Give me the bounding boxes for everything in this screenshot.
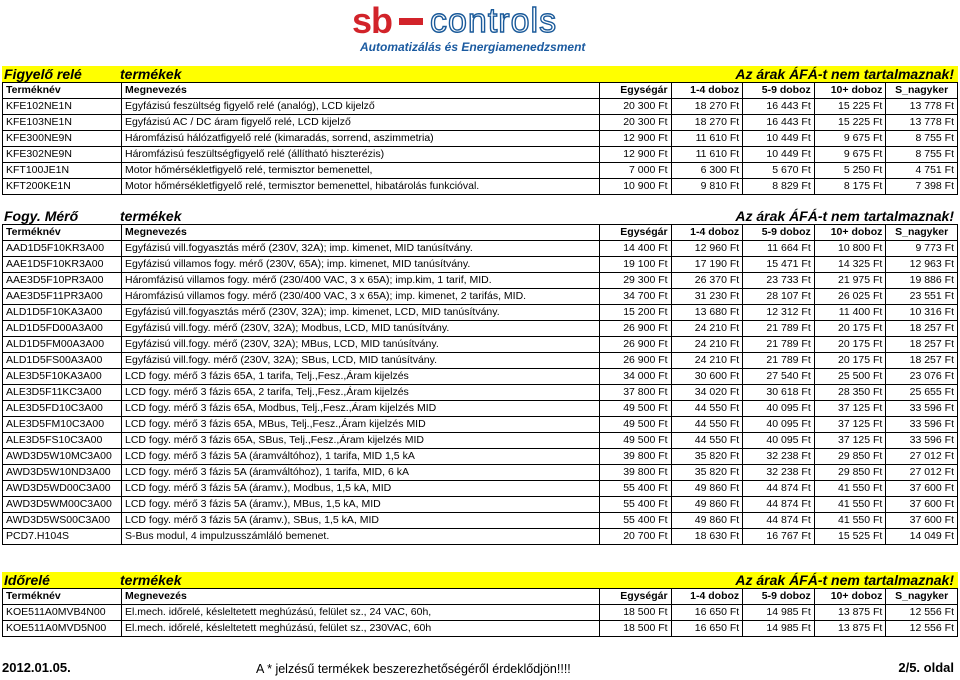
- vat-note: Az árak ÁFÁ-t nem tartalmaznak!: [735, 572, 954, 588]
- wholesale-price-cell: 12 556 Ft: [886, 605, 958, 621]
- product-code-cell: AAE1D5F10KR3A00: [3, 257, 122, 273]
- price-1-4-cell: 11 610 Ft: [671, 131, 743, 147]
- wholesale-price-cell: 23 551 Ft: [886, 289, 958, 305]
- header-price-wholesale: S_nagyker: [886, 589, 958, 605]
- description-cell: Egyfázisú vill.fogyasztás mérő (230V, 32A); imp. kimenet, LCD, MID tanúsítvány.: [121, 305, 599, 321]
- table-row: [3, 433, 958, 449]
- section-title: Figyelő relé: [4, 66, 82, 82]
- description-cell: Motor hőmérsékletfigyelő relé, termisztor bemenettel, hibatárolás funkcióval.: [121, 179, 599, 195]
- table-row: [3, 481, 958, 497]
- vat-note: Az árak ÁFÁ-t nem tartalmaznak!: [735, 208, 954, 224]
- vat-note: Az árak ÁFÁ-t nem tartalmaznak!: [735, 66, 954, 82]
- price-1-4-cell: 18 270 Ft: [671, 115, 743, 131]
- price-10plus-cell: 15 225 Ft: [814, 99, 886, 115]
- description-cell: Egyfázisú vill.fogy. mérő (230V, 32A); MBus, LCD, MID tanúsítvány.: [121, 337, 599, 353]
- price-5-9-cell: 16 443 Ft: [743, 115, 815, 131]
- description-cell: Háromfázisú villamos fogy. mérő (230/400 VAC, 3 x 65A); imp. kimenet, 2 tarifás, MID.: [121, 289, 599, 305]
- unit-price-cell: 12 900 Ft: [599, 147, 671, 163]
- wholesale-price-cell: 33 596 Ft: [886, 417, 958, 433]
- product-code-cell: KOE511A0MVB4N00: [3, 605, 122, 621]
- price-1-4-cell: 9 810 Ft: [671, 179, 743, 195]
- unit-price-cell: 49 500 Ft: [599, 417, 671, 433]
- price-5-9-cell: 10 449 Ft: [743, 147, 815, 163]
- product-code-cell: PCD7.H104S: [3, 529, 122, 545]
- price-5-9-cell: 15 471 Ft: [743, 257, 815, 273]
- logo-controls-text: controls: [430, 2, 558, 40]
- wholesale-price-cell: 18 257 Ft: [886, 353, 958, 369]
- unit-price-cell: 39 800 Ft: [599, 449, 671, 465]
- logo-tagline: Automatizálás és Energiamenedzsment: [360, 40, 586, 54]
- description-cell: El.mech. időrelé, késleltetett meghúzású, felület sz., 24 VAC, 60h,: [121, 605, 599, 621]
- price-5-9-cell: 44 874 Ft: [743, 481, 815, 497]
- price-1-4-cell: 44 550 Ft: [671, 401, 743, 417]
- unit-price-cell: 26 900 Ft: [599, 337, 671, 353]
- price-10plus-cell: 29 850 Ft: [814, 449, 886, 465]
- wholesale-price-cell: 27 012 Ft: [886, 465, 958, 481]
- unit-price-cell: 34 000 Ft: [599, 369, 671, 385]
- table-header-row: [3, 83, 958, 99]
- unit-price-cell: 10 900 Ft: [599, 179, 671, 195]
- header-description: Megnevezés: [121, 225, 599, 241]
- price-1-4-cell: 11 610 Ft: [671, 147, 743, 163]
- table-row: [3, 385, 958, 401]
- description-cell: LCD fogy. mérő 3 fázis 65A, Modbus, Telj.,Fesz.,Áram kijelzés MID: [121, 401, 599, 417]
- table-header-row: [3, 589, 958, 605]
- price-5-9-cell: 12 312 Ft: [743, 305, 815, 321]
- price-1-4-cell: 16 650 Ft: [671, 605, 743, 621]
- price-1-4-cell: 24 210 Ft: [671, 337, 743, 353]
- description-cell: Egyfázisú feszültség figyelő relé (analóg), LCD kijelző: [121, 99, 599, 115]
- price-5-9-cell: 40 095 Ft: [743, 433, 815, 449]
- wholesale-price-cell: 37 600 Ft: [886, 481, 958, 497]
- header-unit-price: Egységár: [599, 225, 671, 241]
- wholesale-price-cell: 13 778 Ft: [886, 115, 958, 131]
- unit-price-cell: 18 500 Ft: [599, 621, 671, 637]
- table-row: [3, 99, 958, 115]
- description-cell: El.mech. időrelé, késleltetett meghúzású, felület sz., 230VAC, 60h: [121, 621, 599, 637]
- price-10plus-cell: 10 800 Ft: [814, 241, 886, 257]
- wholesale-price-cell: 33 596 Ft: [886, 433, 958, 449]
- footer-date: 2012.01.05.: [2, 660, 71, 675]
- price-1-4-cell: 24 210 Ft: [671, 353, 743, 369]
- section-title: Fogy. Mérő: [4, 208, 79, 224]
- table-row: [3, 321, 958, 337]
- price-10plus-cell: 37 125 Ft: [814, 433, 886, 449]
- wholesale-price-cell: 13 778 Ft: [886, 99, 958, 115]
- price-1-4-cell: 18 630 Ft: [671, 529, 743, 545]
- wholesale-price-cell: 18 257 Ft: [886, 337, 958, 353]
- price-10plus-cell: 20 175 Ft: [814, 353, 886, 369]
- price-5-9-cell: 44 874 Ft: [743, 513, 815, 529]
- price-10plus-cell: 11 400 Ft: [814, 305, 886, 321]
- product-code-cell: ALE3D5FS10C3A00: [3, 433, 122, 449]
- product-code-cell: KFE302NE9N: [3, 147, 122, 163]
- unit-price-cell: 15 200 Ft: [599, 305, 671, 321]
- section-header-fogy-mero: [2, 208, 958, 224]
- table-row: [3, 273, 958, 289]
- table-row: [3, 513, 958, 529]
- table-row: [3, 131, 958, 147]
- header-price-1-4: 1-4 doboz: [671, 83, 743, 99]
- table-row: [3, 241, 958, 257]
- table-row: [3, 115, 958, 131]
- wholesale-price-cell: 10 316 Ft: [886, 305, 958, 321]
- price-1-4-cell: 17 190 Ft: [671, 257, 743, 273]
- price-1-4-cell: 49 860 Ft: [671, 481, 743, 497]
- price-5-9-cell: 23 733 Ft: [743, 273, 815, 289]
- header-unit-price: Egységár: [599, 589, 671, 605]
- table-row: [3, 401, 958, 417]
- table-row: [3, 147, 958, 163]
- price-1-4-cell: 44 550 Ft: [671, 417, 743, 433]
- header-description: Megnevezés: [121, 589, 599, 605]
- wholesale-price-cell: 37 600 Ft: [886, 497, 958, 513]
- price-table-fogy-mero: [2, 224, 958, 545]
- product-code-cell: ALD1D5FM00A3A00: [3, 337, 122, 353]
- description-cell: LCD fogy. mérő 3 fázis 5A (áramv.), MBus, 1,5 kA, MID: [121, 497, 599, 513]
- header-price-10plus: 10+ doboz: [814, 83, 886, 99]
- description-cell: LCD fogy. mérő 3 fázis 5A (áramváltóhoz), 1 tarifa, MID, 6 kA: [121, 465, 599, 481]
- page-number: 2/5. oldal: [898, 660, 954, 675]
- price-5-9-cell: 27 540 Ft: [743, 369, 815, 385]
- section-title: Időrelé: [4, 572, 50, 588]
- price-1-4-cell: 6 300 Ft: [671, 163, 743, 179]
- price-1-4-cell: 30 600 Ft: [671, 369, 743, 385]
- table-row: [3, 179, 958, 195]
- description-cell: Háromfázisú hálózatfigyelő relé (kimaradás, sorrend, aszimmetria): [121, 131, 599, 147]
- table-row: [3, 289, 958, 305]
- price-5-9-cell: 14 985 Ft: [743, 605, 815, 621]
- unit-price-cell: 39 800 Ft: [599, 465, 671, 481]
- price-1-4-cell: 35 820 Ft: [671, 465, 743, 481]
- price-10plus-cell: 29 850 Ft: [814, 465, 886, 481]
- price-10plus-cell: 41 550 Ft: [814, 513, 886, 529]
- price-1-4-cell: 13 680 Ft: [671, 305, 743, 321]
- unit-price-cell: 20 700 Ft: [599, 529, 671, 545]
- wholesale-price-cell: 23 076 Ft: [886, 369, 958, 385]
- table-row: [3, 163, 958, 179]
- product-code-cell: KFT100JE1N: [3, 163, 122, 179]
- price-table-figyelo-rele: [2, 82, 958, 195]
- table-header-row: [3, 225, 958, 241]
- unit-price-cell: 19 100 Ft: [599, 257, 671, 273]
- wholesale-price-cell: 25 655 Ft: [886, 385, 958, 401]
- wholesale-price-cell: 18 257 Ft: [886, 321, 958, 337]
- unit-price-cell: 55 400 Ft: [599, 513, 671, 529]
- table-row: [3, 369, 958, 385]
- wholesale-price-cell: 4 751 Ft: [886, 163, 958, 179]
- table-row: [3, 305, 958, 321]
- price-10plus-cell: 37 125 Ft: [814, 401, 886, 417]
- product-code-cell: ALD1D5F10KA3A00: [3, 305, 122, 321]
- price-10plus-cell: 37 125 Ft: [814, 417, 886, 433]
- price-5-9-cell: 16 767 Ft: [743, 529, 815, 545]
- unit-price-cell: 29 300 Ft: [599, 273, 671, 289]
- description-cell: Egyfázisú AC / DC áram figyelő relé, LCD kijelző: [121, 115, 599, 131]
- product-code-cell: ALE3D5F10KA3A00: [3, 369, 122, 385]
- unit-price-cell: 7 000 Ft: [599, 163, 671, 179]
- price-10plus-cell: 41 550 Ft: [814, 497, 886, 513]
- unit-price-cell: 12 900 Ft: [599, 131, 671, 147]
- price-10plus-cell: 21 975 Ft: [814, 273, 886, 289]
- footer-note: A * jelzésű termékek beszerezhetőségéről érdeklődjön!!!!: [256, 662, 571, 676]
- price-5-9-cell: 32 238 Ft: [743, 465, 815, 481]
- description-cell: LCD fogy. mérő 3 fázis 65A, 1 tarifa, Telj.,Fesz.,Áram kijelzés: [121, 369, 599, 385]
- price-1-4-cell: 16 650 Ft: [671, 621, 743, 637]
- description-cell: LCD fogy. mérő 3 fázis 5A (áramv.), SBus, 1,5 kA, MID: [121, 513, 599, 529]
- header-price-5-9: 5-9 doboz: [743, 225, 815, 241]
- price-5-9-cell: 28 107 Ft: [743, 289, 815, 305]
- product-code-cell: KFE103NE1N: [3, 115, 122, 131]
- table-row: [3, 497, 958, 513]
- wholesale-price-cell: 7 398 Ft: [886, 179, 958, 195]
- product-code-cell: ALD1D5FD00A3A00: [3, 321, 122, 337]
- header-product-code: Terméknév: [3, 83, 122, 99]
- price-5-9-cell: 21 789 Ft: [743, 321, 815, 337]
- page-footer: [0, 658, 960, 678]
- description-cell: LCD fogy. mérő 3 fázis 5A (áramv.), Modbus, 1,5 kA, MID: [121, 481, 599, 497]
- wholesale-price-cell: 37 600 Ft: [886, 513, 958, 529]
- product-code-cell: AAE3D5F10PR3A00: [3, 273, 122, 289]
- unit-price-cell: 18 500 Ft: [599, 605, 671, 621]
- product-code-cell: ALE3D5FD10C3A00: [3, 401, 122, 417]
- header-price-10plus: 10+ doboz: [814, 225, 886, 241]
- price-10plus-cell: 28 350 Ft: [814, 385, 886, 401]
- table-row: [3, 449, 958, 465]
- price-1-4-cell: 44 550 Ft: [671, 433, 743, 449]
- price-1-4-cell: 34 020 Ft: [671, 385, 743, 401]
- header-price-wholesale: S_nagyker: [886, 225, 958, 241]
- price-10plus-cell: 25 500 Ft: [814, 369, 886, 385]
- price-5-9-cell: 21 789 Ft: [743, 353, 815, 369]
- unit-price-cell: 55 400 Ft: [599, 481, 671, 497]
- section-header-idorele: [2, 572, 958, 588]
- product-code-cell: KFE300NE9N: [3, 131, 122, 147]
- price-10plus-cell: 20 175 Ft: [814, 337, 886, 353]
- table-row: [3, 621, 958, 637]
- description-cell: LCD fogy. mérő 3 fázis 65A, MBus, Telj.,Fesz.,Áram kijelzés MID: [121, 417, 599, 433]
- logo-wordmark: [352, 0, 652, 41]
- price-10plus-cell: 5 250 Ft: [814, 163, 886, 179]
- table-row: [3, 529, 958, 545]
- table-row: [3, 465, 958, 481]
- logo-dash: [399, 18, 423, 25]
- header-product-code: Terméknév: [3, 589, 122, 605]
- price-5-9-cell: 11 664 Ft: [743, 241, 815, 257]
- price-5-9-cell: 5 670 Ft: [743, 163, 815, 179]
- section-header-figyelo-rele: [2, 66, 958, 82]
- description-cell: S-Bus modul, 4 impulzusszámláló bemenet.: [121, 529, 599, 545]
- header-price-5-9: 5-9 doboz: [743, 83, 815, 99]
- description-cell: Egyfázisú vill.fogy. mérő (230V, 32A); Modbus, LCD, MID tanúsítvány.: [121, 321, 599, 337]
- table-row: [3, 337, 958, 353]
- price-10plus-cell: 8 175 Ft: [814, 179, 886, 195]
- price-1-4-cell: 12 960 Ft: [671, 241, 743, 257]
- wholesale-price-cell: 19 886 Ft: [886, 273, 958, 289]
- price-10plus-cell: 13 875 Ft: [814, 605, 886, 621]
- price-1-4-cell: 49 860 Ft: [671, 513, 743, 529]
- unit-price-cell: 26 900 Ft: [599, 353, 671, 369]
- wholesale-price-cell: 8 755 Ft: [886, 147, 958, 163]
- price-1-4-cell: 49 860 Ft: [671, 497, 743, 513]
- price-10plus-cell: 9 675 Ft: [814, 147, 886, 163]
- product-code-cell: AAD1D5F10KR3A00: [3, 241, 122, 257]
- product-code-cell: KFE102NE1N: [3, 99, 122, 115]
- section-subtitle: termékek: [120, 572, 182, 588]
- unit-price-cell: 55 400 Ft: [599, 497, 671, 513]
- price-10plus-cell: 26 025 Ft: [814, 289, 886, 305]
- price-table-idorele: [2, 588, 958, 637]
- price-1-4-cell: 31 230 Ft: [671, 289, 743, 305]
- wholesale-price-cell: 33 596 Ft: [886, 401, 958, 417]
- price-5-9-cell: 32 238 Ft: [743, 449, 815, 465]
- description-cell: Háromfázisú villamos fogy. mérő (230/400 VAC, 3 x 65A); imp.kim, 1 tarif, MID.: [121, 273, 599, 289]
- product-code-cell: AWD3D5WS00C3A00: [3, 513, 122, 529]
- header-description: Megnevezés: [121, 83, 599, 99]
- header-price-wholesale: S_nagyker: [886, 83, 958, 99]
- price-5-9-cell: 14 985 Ft: [743, 621, 815, 637]
- section-subtitle: termékek: [120, 66, 182, 82]
- table-row: [3, 257, 958, 273]
- unit-price-cell: 26 900 Ft: [599, 321, 671, 337]
- table-row: [3, 417, 958, 433]
- price-5-9-cell: 30 618 Ft: [743, 385, 815, 401]
- unit-price-cell: 20 300 Ft: [599, 115, 671, 131]
- product-code-cell: AWD3D5WM00C3A00: [3, 497, 122, 513]
- company-logo: [352, 0, 652, 56]
- description-cell: Egyfázisú vill.fogyasztás mérő (230V, 32A); imp. kimenet, MID tanúsítvány.: [121, 241, 599, 257]
- header-price-5-9: 5-9 doboz: [743, 589, 815, 605]
- unit-price-cell: 49 500 Ft: [599, 433, 671, 449]
- product-code-cell: ALE3D5FM10C3A00: [3, 417, 122, 433]
- description-cell: Egyfázisú vill.fogy. mérő (230V, 32A); SBus, LCD, MID tanúsítvány.: [121, 353, 599, 369]
- wholesale-price-cell: 27 012 Ft: [886, 449, 958, 465]
- product-code-cell: KFT200KE1N: [3, 179, 122, 195]
- wholesale-price-cell: 9 773 Ft: [886, 241, 958, 257]
- price-1-4-cell: 18 270 Ft: [671, 99, 743, 115]
- description-cell: LCD fogy. mérő 3 fázis 5A (áramváltóhoz), 1 tarifa, MID 1,5 kA: [121, 449, 599, 465]
- unit-price-cell: 49 500 Ft: [599, 401, 671, 417]
- product-code-cell: AWD3D5W10ND3A00: [3, 465, 122, 481]
- unit-price-cell: 20 300 Ft: [599, 99, 671, 115]
- price-10plus-cell: 15 225 Ft: [814, 115, 886, 131]
- price-5-9-cell: 16 443 Ft: [743, 99, 815, 115]
- table-row: [3, 605, 958, 621]
- header-product-code: Terméknév: [3, 225, 122, 241]
- price-1-4-cell: 35 820 Ft: [671, 449, 743, 465]
- price-10plus-cell: 15 525 Ft: [814, 529, 886, 545]
- product-code-cell: KOE511A0MVD5N00: [3, 621, 122, 637]
- price-10plus-cell: 20 175 Ft: [814, 321, 886, 337]
- price-10plus-cell: 41 550 Ft: [814, 481, 886, 497]
- product-code-cell: ALE3D5F11KC3A00: [3, 385, 122, 401]
- price-5-9-cell: 40 095 Ft: [743, 417, 815, 433]
- description-cell: Motor hőmérsékletfigyelő relé, termisztor bemenettel,: [121, 163, 599, 179]
- price-1-4-cell: 26 370 Ft: [671, 273, 743, 289]
- product-code-cell: AAE3D5F11PR3A00: [3, 289, 122, 305]
- description-cell: Egyfázisú villamos fogy. mérő (230V, 65A); imp. kimenet, MID tanúsítvány.: [121, 257, 599, 273]
- price-1-4-cell: 24 210 Ft: [671, 321, 743, 337]
- price-5-9-cell: 10 449 Ft: [743, 131, 815, 147]
- wholesale-price-cell: 12 556 Ft: [886, 621, 958, 637]
- product-code-cell: AWD3D5WD00C3A00: [3, 481, 122, 497]
- wholesale-price-cell: 8 755 Ft: [886, 131, 958, 147]
- price-5-9-cell: 40 095 Ft: [743, 401, 815, 417]
- price-5-9-cell: 44 874 Ft: [743, 497, 815, 513]
- unit-price-cell: 37 800 Ft: [599, 385, 671, 401]
- section-subtitle: termékek: [120, 208, 182, 224]
- table-row: [3, 353, 958, 369]
- price-5-9-cell: 8 829 Ft: [743, 179, 815, 195]
- price-10plus-cell: 9 675 Ft: [814, 131, 886, 147]
- header-price-10plus: 10+ doboz: [814, 589, 886, 605]
- header-unit-price: Egységár: [599, 83, 671, 99]
- header-price-1-4: 1-4 doboz: [671, 225, 743, 241]
- description-cell: Háromfázisú feszültségfigyelő relé (állítható hiszterézis): [121, 147, 599, 163]
- price-10plus-cell: 14 325 Ft: [814, 257, 886, 273]
- unit-price-cell: 14 400 Ft: [599, 241, 671, 257]
- unit-price-cell: 34 700 Ft: [599, 289, 671, 305]
- header-price-1-4: 1-4 doboz: [671, 589, 743, 605]
- description-cell: LCD fogy. mérő 3 fázis 65A, 2 tarifa, Telj.,Fesz.,Áram kijelzés: [121, 385, 599, 401]
- price-10plus-cell: 13 875 Ft: [814, 621, 886, 637]
- wholesale-price-cell: 14 049 Ft: [886, 529, 958, 545]
- price-5-9-cell: 21 789 Ft: [743, 337, 815, 353]
- description-cell: LCD fogy. mérő 3 fázis 65A, SBus, Telj.,Fesz.,Áram kijelzés MID: [121, 433, 599, 449]
- logo-sb-text: sb: [352, 0, 393, 41]
- wholesale-price-cell: 12 963 Ft: [886, 257, 958, 273]
- product-code-cell: AWD3D5W10MC3A00: [3, 449, 122, 465]
- product-code-cell: ALD1D5FS00A3A00: [3, 353, 122, 369]
